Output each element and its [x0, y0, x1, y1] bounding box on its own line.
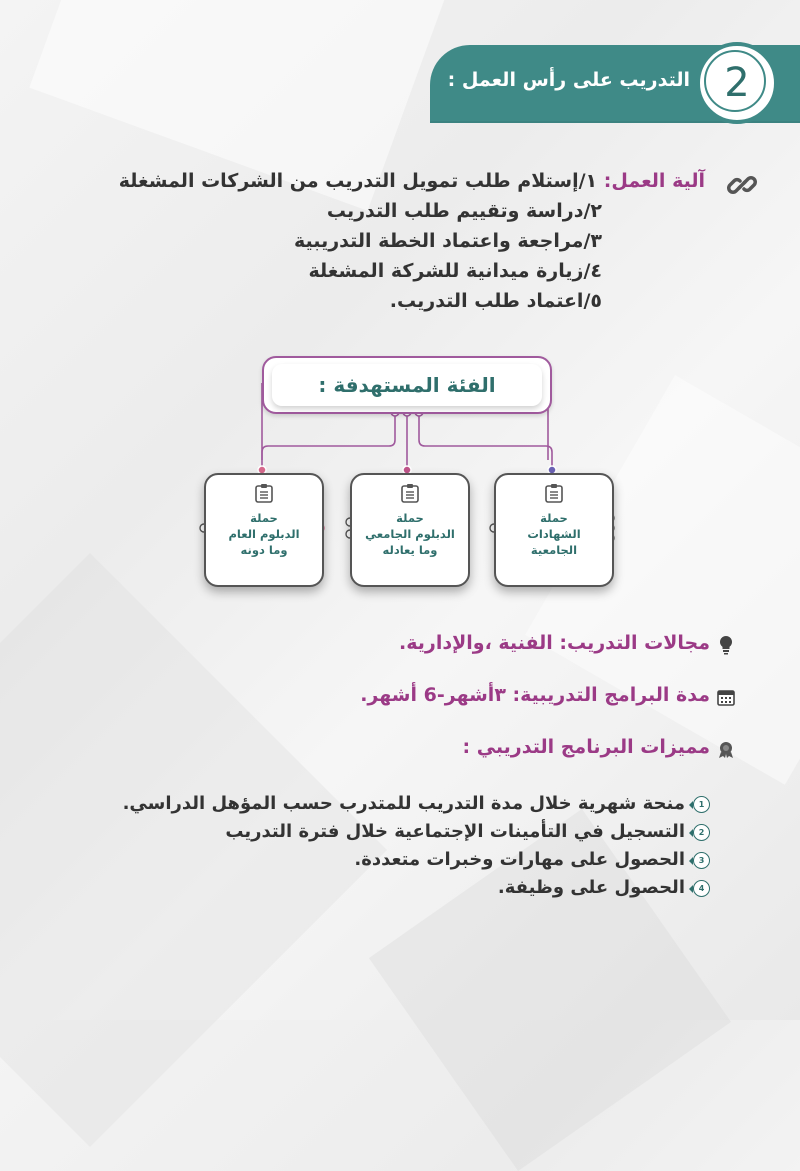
link-icon — [727, 170, 757, 200]
target-card-diploma-university — [350, 473, 470, 587]
mechanism-step-3: ٣/مراجعة واعتماد الخطة التدريبية — [294, 230, 602, 252]
program-features-title: مميزات البرنامج التدريبي : — [462, 736, 710, 758]
clipboard-icon — [545, 483, 563, 503]
target-group-box — [262, 356, 552, 414]
mechanism-step-5: ٥/اعتماد طلب التدريب. — [389, 290, 602, 312]
list-item: 2 التسجيل في التأمينات الإجتماعية خلال فترة التدريب — [85, 818, 685, 846]
training-duration-text: مدة البرامج التدريبية: ٣أشهر-6 أشهر. — [360, 684, 710, 706]
mechanism-step-2: ٢/دراسة وتقييم طلب التدريب — [326, 200, 602, 222]
features-list — [85, 790, 705, 902]
list-item: 1 منحة شهرية خلال مدة التدريب للمتدرب حسب المؤهل الدراسي. — [85, 790, 685, 818]
number-marker-icon: 3 — [693, 852, 710, 869]
number-marker-icon: 4 — [693, 880, 710, 897]
target-card-diploma-general — [204, 473, 324, 587]
mechanism-step-1: آلية العمل: ١/إستلام طلب تمويل التدريب من الشركات المشغلة — [118, 170, 705, 192]
number-marker-icon: 2 — [693, 824, 710, 841]
mechanism-step-4: ٤/زيارة ميدانية للشركة المشغلة — [308, 260, 602, 282]
training-fields — [399, 632, 710, 654]
list-item: 3 الحصول على مهارات وخبرات متعددة. — [85, 846, 685, 874]
target-group-title: الفئة المستهدفة : — [272, 364, 542, 406]
section-number-badge — [696, 42, 778, 124]
clipboard-icon — [255, 483, 273, 503]
list-item: 4 الحصول على وظيفة. — [85, 874, 685, 902]
work-mechanism — [25, 166, 705, 316]
clipboard-icon — [401, 483, 419, 503]
target-card-text: حملة الدبلوم الجامعي وما يعادله — [365, 511, 455, 557]
lightbulb-icon — [716, 635, 736, 655]
number-marker-icon: 1 — [693, 796, 710, 813]
award-icon — [716, 739, 736, 759]
section-title: التدريب على رأس العمل : — [447, 69, 690, 91]
section-number: 2 — [724, 60, 750, 106]
training-duration — [360, 684, 710, 706]
target-card-text: حملة الشهادات الجامعية — [527, 511, 581, 557]
calendar-icon — [716, 687, 736, 707]
mechanism-label: آلية العمل: — [603, 170, 705, 192]
training-fields-text: مجالات التدريب: الفنية ،والإدارية. — [399, 632, 710, 654]
target-card-university — [494, 473, 614, 587]
target-card-text: حملة الدبلوم العام وما دونه — [228, 511, 300, 557]
